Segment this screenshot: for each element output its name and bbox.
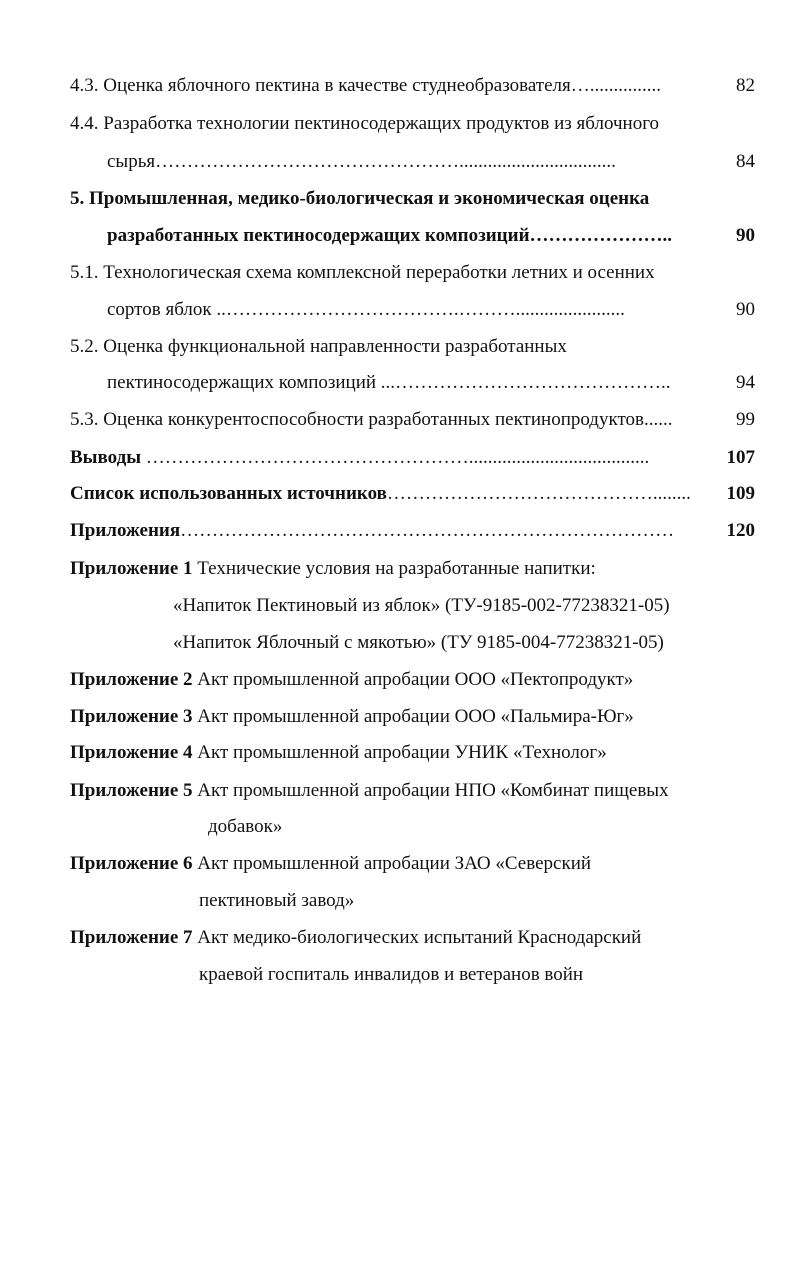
appendix-label: Приложение 7 <box>70 927 193 948</box>
appendix-7 <box>70 926 641 950</box>
appendix-label: Приложение 2 <box>70 669 193 690</box>
toc-entry-5-2-cont: пектиносодержащих композиций ...…………………………………….. <box>107 372 671 393</box>
conclusions-label: Выводы <box>70 447 142 468</box>
appendix-1-item: «Напиток Пектиновый из яблок» (ТУ-9185-002-77238321-05) <box>173 595 670 616</box>
appendix-2 <box>70 668 633 692</box>
toc-entry-5-3: 5.3. Оценка конкурентоспособности разработанных пектинопродуктов...... <box>70 409 673 430</box>
appendix-label: Приложение 5 <box>70 780 193 801</box>
toc-page-conclusions: 107 <box>726 447 755 468</box>
appendix-1-item: «Напиток Яблочный с мякотью» (ТУ 9185-004-77238321-05) <box>173 632 664 653</box>
appendix-5 <box>70 779 669 803</box>
appendix-label: Приложение 3 <box>70 706 193 727</box>
conclusions-leader: ……………………………………………...................................... <box>145 447 650 468</box>
appendix-text: Акт промышленной апробации ООО «Пальмира-Юг» <box>192 706 634 727</box>
toc-entry-5-1-cont: сортов яблок ..……………………………….………....................... <box>107 299 625 320</box>
appendix-6 <box>70 852 591 876</box>
toc-entry-appendices <box>70 519 674 543</box>
appendix-text: Акт промышленной апробации ООО «Пектопродукт» <box>192 669 634 690</box>
appendix-text: Акт промышленной апробации ЗАО «Северский <box>192 853 592 874</box>
toc-page-5-2: 94 <box>736 372 755 393</box>
appendices-label: Приложения <box>70 520 181 541</box>
appendix-text: Акт промышленной апробации УНИК «Технолог» <box>192 742 607 763</box>
toc-page-5: 90 <box>736 225 755 246</box>
toc-entry-5-2: 5.2. Оценка функциональной направленности разработанных <box>70 336 567 357</box>
references-label: Список использованных источников <box>70 483 387 504</box>
appendix-label: Приложение 4 <box>70 742 193 763</box>
appendix-7-cont: краевой госпиталь инвалидов и ветеранов войн <box>199 964 584 985</box>
toc-entry-conclusions <box>70 446 649 470</box>
toc-page-4-4: 84 <box>736 151 755 172</box>
appendix-label: Приложение 1 <box>70 558 193 579</box>
toc-entry-4-4: 4.4. Разработка технологии пектиносодержащих продуктов из яблочного <box>70 113 660 134</box>
appendix-6-cont: пектиновый завод» <box>199 890 355 911</box>
toc-entry-4-4-cont: сырья…………………………………………................................. <box>107 151 616 172</box>
references-leader: ……………………………………........ <box>386 483 691 504</box>
toc-entry-references <box>70 482 691 506</box>
appendix-text: Акт промышленной апробации НПО «Комбинат пищевых <box>192 780 669 801</box>
toc-entry-5-cont: разработанных пектиносодержащих композиций………………….. <box>107 225 673 246</box>
toc-page-appendices: 120 <box>726 520 755 541</box>
appendix-text: Акт медико-биологических испытаний Краснодарский <box>192 927 642 948</box>
appendix-label: Приложение 6 <box>70 853 193 874</box>
toc-page-5-1: 90 <box>736 299 755 320</box>
appendix-1 <box>70 557 596 581</box>
toc-entry-5: 5. Промышленная, медико-биологическая и экономическая оценка <box>70 188 650 209</box>
appendix-4 <box>70 741 607 765</box>
appendix-3 <box>70 705 634 729</box>
toc-page-4-3: 82 <box>736 75 755 96</box>
toc-entry-4-3: 4.3. Оценка яблочного пектина в качестве студнеобразователя…............... <box>70 75 661 96</box>
toc-page-references: 109 <box>726 483 755 504</box>
toc-page-5-3: 99 <box>736 409 755 430</box>
appendix-text: Технические условия на разработанные напитки: <box>192 558 596 579</box>
appendix-5-cont: добавок» <box>208 816 283 837</box>
appendices-leader: …………………………………………………………………… <box>180 520 675 541</box>
toc-entry-5-1: 5.1. Технологическая схема комплексной переработки летних и осенних <box>70 262 655 283</box>
